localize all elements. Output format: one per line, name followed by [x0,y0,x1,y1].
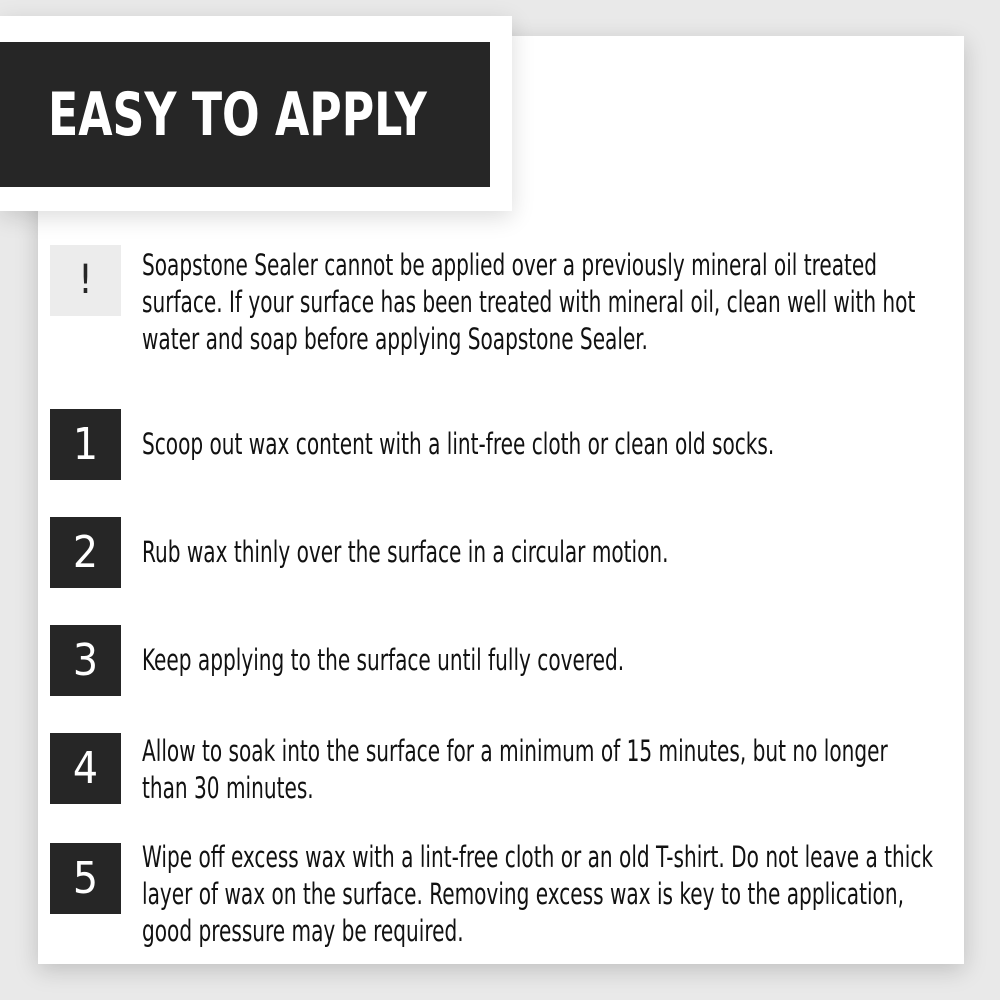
step-number-badge: 1 [50,409,121,480]
warning-icon: ! [50,245,121,316]
step-number-badge: 2 [50,517,121,588]
step-text: Rub wax thinly over the surface in a circular motion. [142,535,669,569]
step-number-badge: 5 [50,843,121,914]
page-title: EASY TO APPLY [48,80,427,150]
step-number-badge: 4 [50,733,121,804]
warning-text: Soapstone Sealer cannot be applied over a previously mineral oil treated surface. If your surface has been treated with mineral oil, clean well with hot water and soap before applying Soapstone Sealer. [142,248,916,356]
step-text: Allow to soak into the surface for a minimum of 15 minutes, but no longer than 30 minutes. [142,734,888,805]
step-text: Keep applying to the surface until fully covered. [142,643,625,677]
step-text: Wipe off excess wax with a lint-free cloth or an old T-shirt. Do not leave a thick layer of wax on the surface. Removing excess wax is key to the application, good pressure may be required. [142,840,934,948]
step-number-badge: 3 [50,625,121,696]
step-text: Scoop out wax content with a lint-free cloth or clean old socks. [142,427,775,461]
